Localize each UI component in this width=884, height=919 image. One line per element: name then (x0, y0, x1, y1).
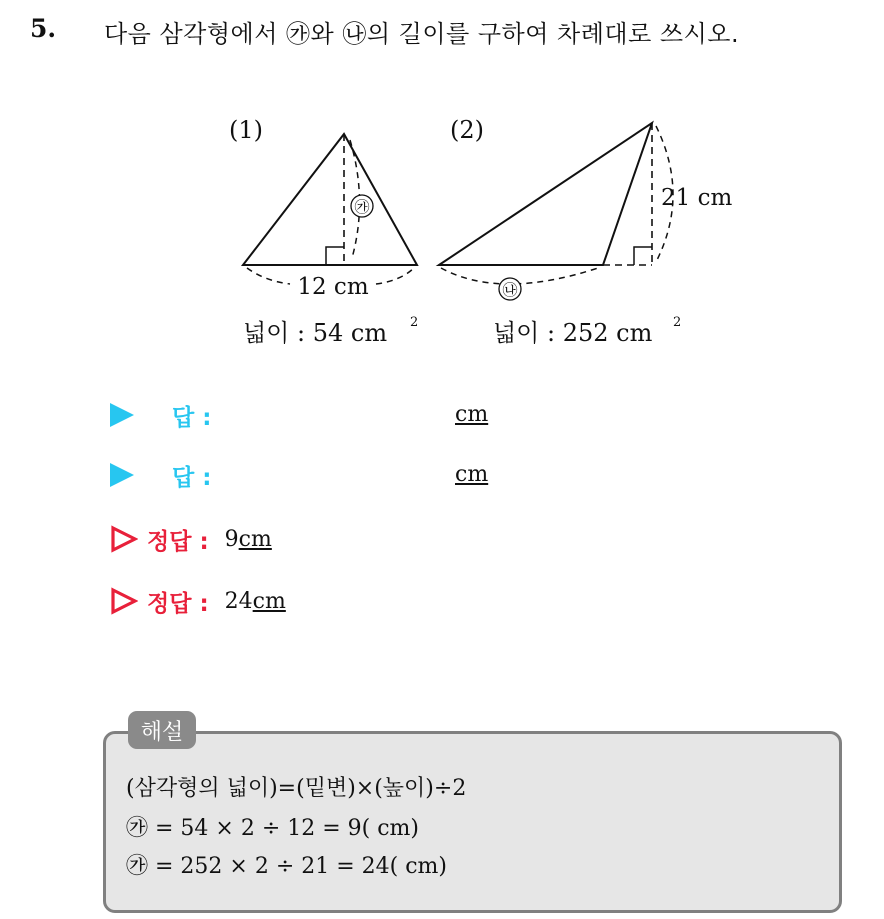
unknown-label-2: ㉯ (502, 281, 518, 299)
explanation-line-3: ㉮ = 252 × 2 ÷ 21 = 24( cm) (126, 854, 447, 879)
area-label-1: 넓이 : 54 cm (243, 319, 388, 347)
base-brace-1-left (247, 268, 290, 284)
right-angle-1 (326, 247, 344, 265)
figure1-label: (1) (229, 116, 263, 144)
unknown-label-1: ㉮ (354, 198, 370, 216)
answer-label: 답 : (172, 404, 212, 431)
outline-play-icon (110, 587, 138, 615)
question-text: 다음 삼각형에서 ㉮와 ㉯의 길이를 구하여 차례대로 쓰시오. (104, 20, 740, 48)
play-icon (110, 403, 134, 427)
triangle-2 (439, 123, 652, 265)
height-label-2: 21 cm (661, 185, 733, 211)
outline-play-icon (110, 525, 138, 553)
right-angle-2 (634, 247, 652, 265)
answer-unit-1[interactable]: cm (455, 402, 489, 427)
triangle-1 (243, 134, 417, 265)
answer-row-1 (110, 397, 211, 433)
correct-value-1: 9cm (224, 526, 272, 552)
area-exp-2: 2 (673, 315, 682, 330)
explanation-tag: 해설 (128, 711, 196, 749)
correct-row-2 (110, 583, 286, 619)
area-exp-1: 2 (410, 315, 419, 330)
play-icon (110, 463, 134, 487)
answer-row-2 (110, 457, 211, 493)
figure2-label: (2) (450, 116, 484, 144)
base-brace-1-right (376, 268, 414, 284)
answer-unit-2[interactable]: cm (455, 462, 489, 487)
explanation-line-2: ㉮ = 54 × 2 ÷ 12 = 9( cm) (126, 816, 420, 841)
base-brace-2 (441, 268, 598, 284)
correct-row-1 (110, 521, 272, 557)
correct-label: 정답 : (147, 528, 209, 555)
answer-label: 답 : (172, 464, 212, 491)
correct-value-2: 24cm (224, 588, 286, 614)
triangle-figures (0, 0, 884, 360)
base-label-1: 12 cm (297, 274, 369, 300)
question-number: 5. (30, 14, 57, 43)
explanation-line-1: (삼각형의 넓이)=(밑변)×(높이)÷2 (126, 776, 467, 801)
correct-label: 정답 : (147, 590, 209, 617)
area-label-2: 넓이 : 252 cm (493, 319, 653, 347)
